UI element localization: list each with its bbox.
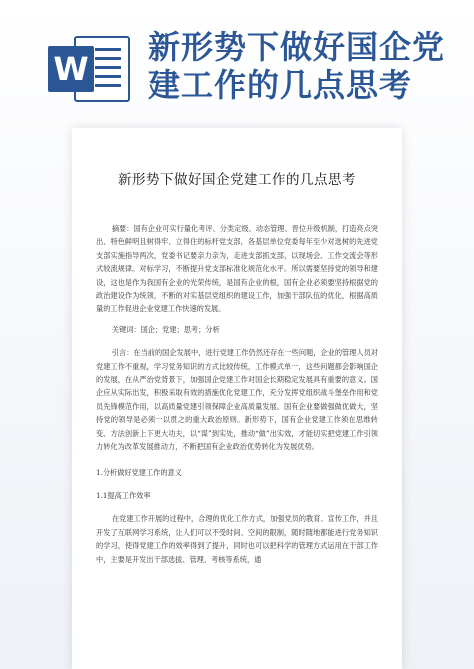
word-badge: W: [48, 46, 94, 92]
intro-paragraph: 引言：在当前的国企发展中，进行党建工作仍然还存在一些问题，企业的管理人员对党建工作不重视，学习党务知识的方式比较传统，工作模式单一，这些问题都会影响国企的发展，在从严治党背景下，加强国企党建工作对国企长期稳定发展具有重要的意义。国企应从实际出发，积极采取有效的措施优化党建工作，充分发挥党组织战斗堡垒作用和党员先锋模范作用，以高质量党建引领保障企业高质量发展。国有企业要做强做优做大，坚持党的领导是必须一以贯之的重大政治原则。新形势下，国有企业党建工作须在思维转变、方法创新上下更大功夫，以“谋”到实处，推动“做”出实效，才能切实把党建工作引领力转化为改革发展推动力，不断把国有企业政治优势转化为发展优势。: [96, 348, 378, 452]
banner: [0, 0, 474, 120]
keywords-line: 关键词：国企；党建；思考；分析: [111, 324, 220, 334]
document-title: 新形势下做好国企党建工作的几点思考: [118, 172, 356, 188]
body-paragraph: 在党建工作开展的过程中，合理的优化工作方式，加强党员的教育、宣传工作，并且开发了互联网学习系统，让人们可以不受时间、空间的限制，随时随地都能进行党务知识的学习，使得党建工作的效率得到了提升，同时也可以把科学的管理方式运用在干部工作中，主要是开发出干部选拔、管理、考核等系统，通: [96, 514, 378, 564]
section-heading: 1.分析做好党建工作的意义: [96, 467, 182, 477]
document-preview: [72, 128, 402, 669]
banner-title: 新形势下做好国企党建工作的几点思考: [148, 28, 446, 104]
word-document-icon: [48, 32, 132, 106]
abstract-paragraph: 摘要：国有企业可实行量化考评、分类定级、动态管理、晋位升级机制，打造亮点突出、特色鲜明且树得牢、立得住的标杆党支部，各基层单位党委每年至少对选树的先进党支部实施指导两次，党委书记要亲力亲为，走进支部抓支部，以现场会、工作交流会等形式较流规律。对标学习，不断提升党支部标准化规范化水平。所以需要坚持党的领导和建设，这也是作为我国有企业的光荣传统，是国有企业的根，国有企业必须要坚持根据党的政治建设作为统领，不断的对实基层党组织的建设工作，加强干部队伍的优化，根据高质量的工作促进企业党建工作快速的发展。: [96, 224, 378, 314]
subsection-heading: 1.1提高工作效率: [96, 490, 151, 500]
